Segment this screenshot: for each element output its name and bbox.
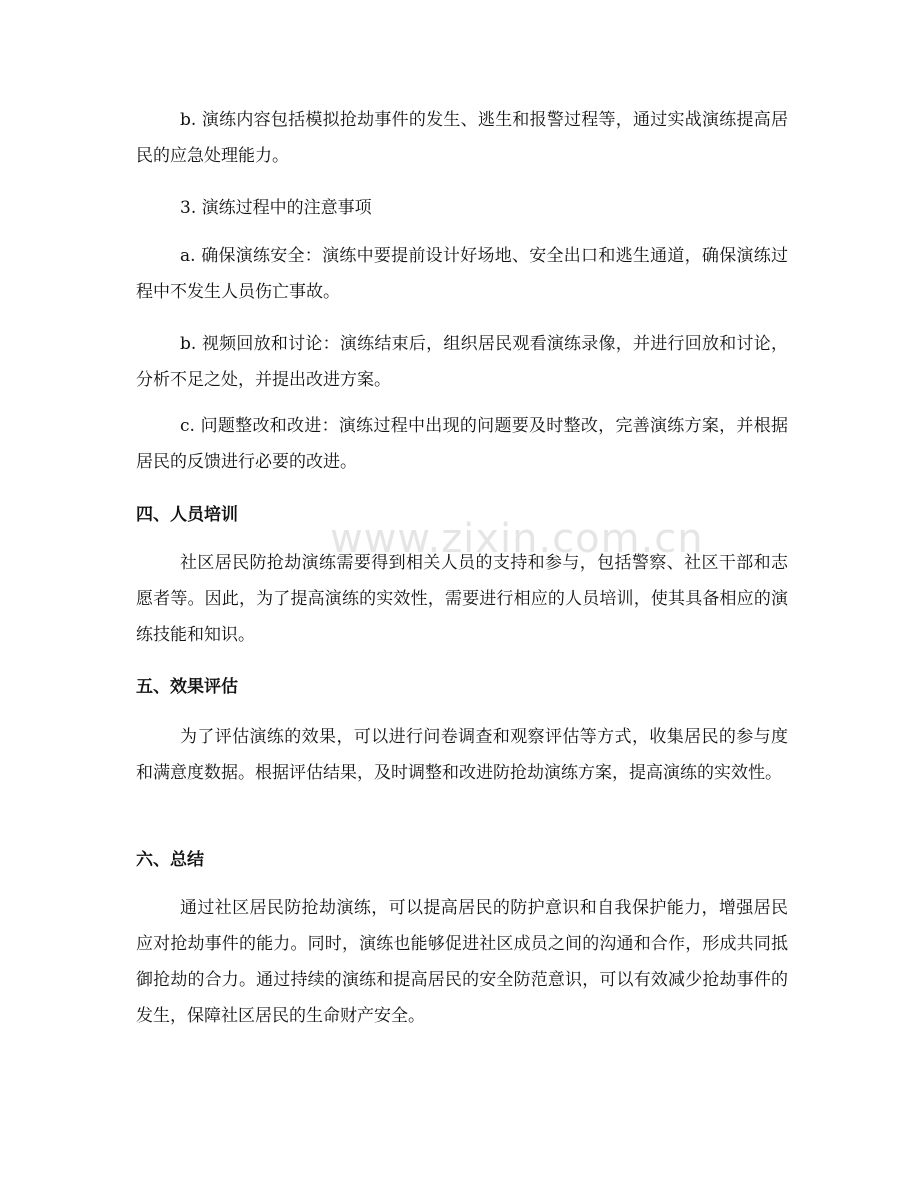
paragraph-section-6: 通过社区居民防抢劫演练，可以提高居民的防护意识和自我保护能力，增强居民应对抢劫事件的能力。同时，演练也能够促进社区成员之间的沟通和合作，形成共同抵御抢劫的合力。通过持续的演练和提高居民的安全防范意识，可以有效减少抢劫事件的发生，保障社区居民的生命财产安全。	[136, 898, 788, 1026]
paragraph-3a-item: a. 确保演练安全：演练中要提前设计好场地、安全出口和逃生通道，确保演练过程中不发生人员伤亡事故。	[136, 246, 788, 302]
paragraph-3c-item: c. 问题整改和改进：演练过程中出现的问题要及时整改，完善演练方案，并根据居民的反馈进行必要的改进。	[136, 416, 788, 472]
paragraph-section-5: 为了评估演练的效果，可以进行问卷调查和观察评估等方式，收集居民的参与度和满意度数据。根据评估结果，及时调整和改进防抢劫演练方案，提高演练的实效性。	[136, 727, 788, 783]
subheading-3: 3. 演练过程中的注意事项	[180, 198, 372, 218]
heading-section-6: 六、总结	[136, 850, 204, 870]
watermark: www.zixin.com.cn	[330, 516, 704, 562]
paragraph-3b: b. 演练内容包括模拟抢劫事件的发生、逃生和报警过程等，通过实战演练提高居民的应急处理能力。	[136, 110, 788, 166]
heading-section-4: 四、人员培训	[136, 505, 238, 525]
paragraph-section-4: 社区居民防抢劫演练需要得到相关人员的支持和参与，包括警察、社区干部和志愿者等。因此，为了提高演练的实效性，需要进行相应的人员培训，使其具备相应的演练技能和知识。	[136, 553, 788, 645]
heading-section-5: 五、效果评估	[136, 677, 238, 697]
paragraph-3b-item: b. 视频回放和讨论：演练结束后，组织居民观看演练录像，并进行回放和讨论，分析不足之处，并提出改进方案。	[136, 334, 788, 390]
